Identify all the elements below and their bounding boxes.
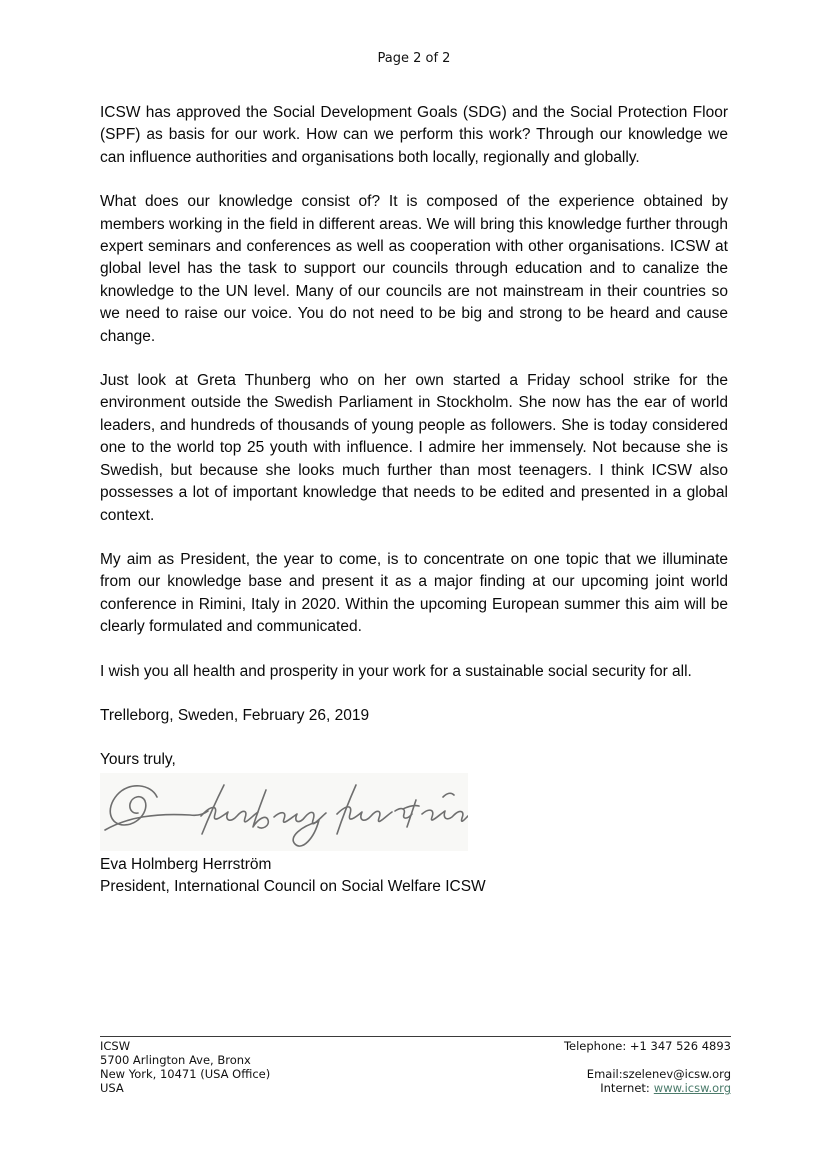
letter-body (100, 102, 728, 683)
letter-footer (100, 1036, 731, 1096)
footer-internet-line (564, 1082, 731, 1096)
footer-org: ICSW (100, 1039, 131, 1053)
footer-website-link[interactable]: www.icsw.org (653, 1080, 731, 1095)
signature-image (100, 773, 468, 851)
signer-title: President, International Council on Social Welfare ICSW (100, 878, 486, 896)
dateline: Trelleborg, Sweden, February 26, 2019 (100, 706, 370, 724)
signer-name: Eva Holmberg Herrström (100, 855, 272, 873)
footer-address-line: New York, 10471 (USA Office) (100, 1066, 271, 1081)
letter-content (100, 51, 728, 899)
footer-telephone: Telephone: +1 347 526 4893 (563, 1039, 731, 1053)
letter-paragraph: ICSW has approved the Social Development Goals (SDG) and the Social Protection Floor (SPF) as basis for our work. How can we perform this work? Through our knowledge we can influence authorities and organisations both locally, regionally and globally. (100, 104, 728, 166)
letter-paragraph: What does our knowledge consist of? It is composed of the experience obtained by members working in the field in different areas. We will bring this knowledge further through expert seminars and conferences as well as cooperation with other organisations. ICSW at global level has the task to support our councils through education and to canalize the knowledge to the UN level. Many of our councils are not mainstream in their countries so we need to raise our voice. You do not need to be big and strong to be heard and cause change. (100, 193, 728, 345)
handwritten-signature-icon (100, 773, 468, 851)
footer-address-line: 5700 Arlington Ave, Bronx (100, 1052, 251, 1067)
footer-spacer (564, 1054, 731, 1068)
footer-email: Email:szelenev@icsw.org (586, 1066, 731, 1081)
footer-contact-block (564, 1040, 731, 1096)
letter-paragraph: My aim as President, the year to come, is to concentrate on one topic that we illuminate from our knowledge base and present it as a major finding at our upcoming joint world conference in Rimini, Italy in 2020. Within the upcoming European summer this aim will be clearly formulated and communicated. (100, 550, 728, 636)
letter-paragraph: Just look at Greta Thunberg who on her own started a Friday school strike for the environment outside the Swedish Parliament in Stockholm. She now has the ear of world leaders, and hundreds of thousands of young people as followers. She is today considered one to the world top 25 youth with influence. I admire her immensely. Not because she is Swedish, but because she looks much further than most teenagers. I think ICSW also possesses a lot of important knowledge that needs to be edited and presented in a global context. (100, 372, 728, 524)
page-number-header: Page 2 of 2 (377, 51, 451, 66)
footer-address-block (100, 1040, 270, 1096)
footer-internet-label: Internet: (600, 1080, 650, 1095)
letter-paragraph: I wish you all health and prosperity in your work for a sustainable social security for all. (100, 662, 692, 680)
footer-address-line: USA (100, 1080, 124, 1095)
closing-salutation: Yours truly, (100, 751, 176, 769)
